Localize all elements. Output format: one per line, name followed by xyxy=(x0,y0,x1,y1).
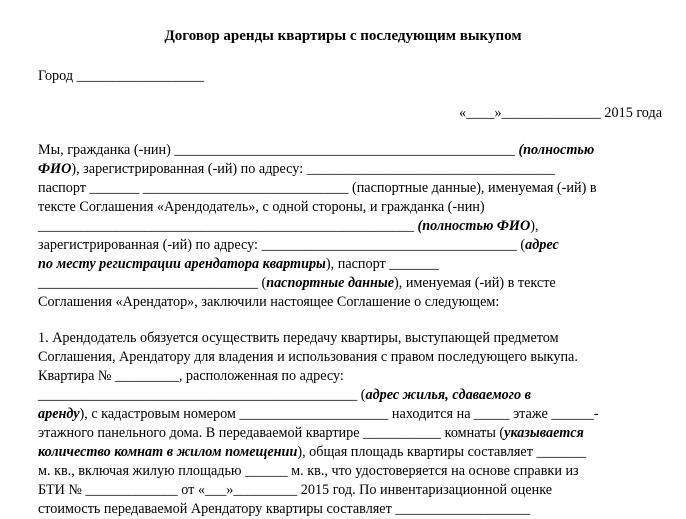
clause-emphasis: адрес жилья, сдаваемого в xyxy=(365,387,531,403)
clause1-line-4 xyxy=(38,385,531,405)
clause-text: _____________________________________________ ( xyxy=(38,387,366,403)
intro-line-6 xyxy=(38,235,559,255)
clause1-line-5 xyxy=(38,404,599,424)
document-title: Договор аренды квартиры с последующим выкупом xyxy=(164,28,522,44)
intro-line-1 xyxy=(38,140,594,160)
clause1-line-7 xyxy=(38,442,586,462)
intro-text: ), xyxy=(530,218,539,234)
clause1-line-10: стоимость передаваемой Арендатору квартиры составляет ___________________ xyxy=(38,501,531,517)
clause-text: этажного панельного дома. В передаваемой квартире ___________ комнаты ( xyxy=(38,425,505,441)
clause-text: ), с кадастровым номером _____________________ находится на _____ этаже ______- xyxy=(79,406,599,422)
intro-line-7 xyxy=(38,254,439,274)
intro-line-2 xyxy=(38,159,555,179)
intro-line-4: тексте Соглашения «Арендодатель», с одной стороны, и гражданка (-нин) xyxy=(38,199,485,215)
intro-text: ), зарегистрированная (-ий) по адресу: ___________________________________ xyxy=(71,161,555,177)
clause1-line-8: м. кв., включая жилую площадью ______ м. кв., что удостоверяется на основе справки из xyxy=(38,463,579,479)
intro-text: _______________________________ ( xyxy=(38,275,267,291)
clause-emphasis: аренду xyxy=(38,406,80,422)
clause1-line-9: БТИ № _____________ от «___»_________ 2015 год. По инвентаризационной оценке xyxy=(38,482,553,498)
intro-text: зарегистрированная (-ий) по адресу: ____________________________________ ( xyxy=(38,237,526,253)
clause1-line-2: Соглашения, Арендатору для владения и использования с правом последующего выкупа. xyxy=(38,349,578,365)
intro-line-5 xyxy=(38,216,538,236)
clause1-line-1: 1. Арендодатель обязуется осуществить передачу квартиры, выступающей предметом xyxy=(38,330,559,346)
clause-emphasis: указывается xyxy=(504,425,584,441)
clause-emphasis: количество комнат в жилом помещении xyxy=(38,444,298,460)
intro-text: ), именуемая (-ий) в тексте xyxy=(394,275,556,291)
intro-line-3: паспорт _______ _____________________________ (паспортные данные), именуемая (-ий) в xyxy=(38,180,597,196)
intro-text: ), паспорт _______ xyxy=(325,256,439,272)
clause-text: ), общая площадь квартиры составляет _______ xyxy=(297,444,587,460)
intro-text: _____________________________________________________ xyxy=(38,218,414,234)
intro-emphasis: (полностью ФИО xyxy=(417,218,531,234)
clause1-line-6 xyxy=(38,423,584,443)
date-line: «____»______________ 2015 года xyxy=(458,105,662,121)
intro-emphasis: адрес xyxy=(525,237,559,253)
intro-emphasis: ФИО xyxy=(38,161,72,177)
intro-line-9: Соглашения «Арендатор», заключили настоящее Соглашение о следующем: xyxy=(38,294,500,310)
clause1-line-3: Квартира № _________, расположенная по адресу: xyxy=(38,368,344,384)
intro-text: Мы, гражданка (-нин) ________________________________________________ xyxy=(38,142,515,158)
intro-emphasis: по месту регистрации арендатора квартиры xyxy=(38,256,326,272)
intro-line-8 xyxy=(38,273,556,293)
intro-emphasis: паспортные данные xyxy=(266,275,394,291)
intro-emphasis: (полностью xyxy=(518,142,595,158)
city-line: Город __________________ xyxy=(38,68,205,84)
